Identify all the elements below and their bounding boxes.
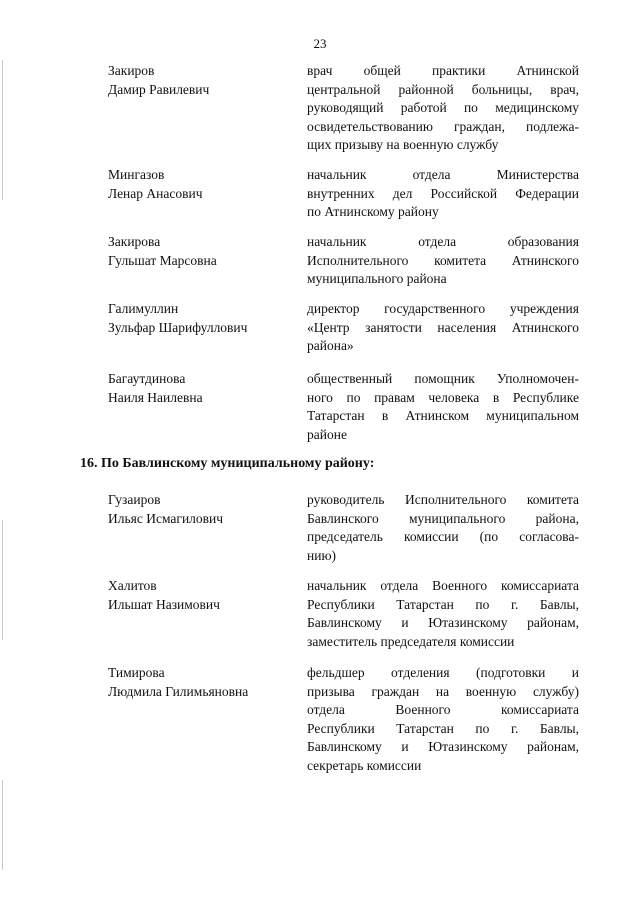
member-surname: Халитов <box>108 578 157 593</box>
member-given-name: Ильшат Назимович <box>108 596 220 612</box>
position-line: фельдшер отделения (подготовки и <box>307 665 579 680</box>
member-name <box>108 664 298 701</box>
member-position <box>307 577 579 651</box>
position-line: Бавлинскому и Ютазинскому районам, <box>307 739 579 754</box>
position-line: «Центр занятости населения Атнинского <box>307 319 579 335</box>
scan-edge-mark <box>2 60 3 200</box>
position-line: районе <box>307 426 347 442</box>
member-position <box>307 233 579 289</box>
member-name <box>108 62 298 99</box>
position-line: центральной районной больницы, врач, <box>307 81 579 97</box>
member-given-name: Наиля Наилевна <box>108 389 203 405</box>
member-given-name: Зульфар Шарифуллович <box>108 319 248 335</box>
position-line: призыва граждан на военную службу) <box>307 683 579 699</box>
position-line: секретарь комиссии <box>307 757 422 773</box>
scan-edge-mark <box>2 520 3 640</box>
position-line: Татарстан в Атнинском муниципальном <box>307 408 579 423</box>
position-line: председатель комиссии (по согласова- <box>307 529 579 544</box>
member-given-name: Людмила Гилимьяновна <box>108 683 249 699</box>
position-line: нию) <box>307 547 337 563</box>
position-line: Республики Татарстан по г. Бавлы, <box>307 720 579 736</box>
member-surname: Тимирова <box>108 665 165 680</box>
member-name <box>108 491 298 528</box>
position-line: заместитель председателя комиссии <box>307 633 515 649</box>
position-line: Исполнительного комитета Атнинского <box>307 252 579 268</box>
position-line: начальник отдела образования <box>307 234 579 249</box>
position-line: по Атнинскому району <box>307 204 439 219</box>
member-given-name: Дамир Равилевич <box>108 81 210 97</box>
member-position <box>307 166 579 222</box>
member-position <box>307 62 579 155</box>
position-line: начальник отдела Военного комиссариата <box>307 578 579 593</box>
position-line: освидетельствованию граждан, подлежа- <box>307 118 579 134</box>
member-position <box>307 491 579 565</box>
position-line: щих призыву на военную службу <box>307 137 499 152</box>
position-line: врач общей практики Атнинской <box>307 63 579 78</box>
member-surname: Мингазов <box>108 167 165 182</box>
page-number: 23 <box>313 36 327 51</box>
position-line: муниципального района <box>307 271 447 286</box>
member-name <box>108 166 298 203</box>
member-position <box>307 300 579 356</box>
scan-edge-mark <box>2 780 3 870</box>
position-line: отдела Военного комиссариата <box>307 702 579 717</box>
member-surname: Закиров <box>108 63 155 78</box>
position-line: Бавлинского муниципального района, <box>307 510 579 526</box>
member-surname: Галимуллин <box>108 301 179 316</box>
member-surname: Багаутдинова <box>108 371 186 386</box>
member-name <box>108 577 298 614</box>
member-given-name: Ленар Анасович <box>108 185 203 201</box>
position-line: Республики Татарстан по г. Бавлы, <box>307 596 579 612</box>
member-name <box>108 300 298 337</box>
member-surname: Закирова <box>108 234 161 249</box>
member-given-name: Ильяс Исмагилович <box>108 510 224 526</box>
position-line: внутренних дел Российской Федерации <box>307 185 579 201</box>
member-position <box>307 664 579 775</box>
position-line: района» <box>307 338 354 353</box>
position-line: общественный помощник Уполномочен- <box>307 371 579 386</box>
position-line: руководитель Исполнительного комитета <box>307 492 579 507</box>
member-given-name: Гульшат Марсовна <box>108 252 217 268</box>
member-position <box>307 370 579 444</box>
member-name <box>108 233 298 270</box>
position-line: директор государственного учреждения <box>307 301 579 316</box>
position-line: Бавлинскому и Ютазинскому районам, <box>307 615 579 630</box>
position-line: начальник отдела Министерства <box>307 167 579 182</box>
position-line: руководящий работой по медицинскому <box>307 100 579 115</box>
member-name <box>108 370 298 407</box>
section-heading: 16. По Бавлинскому муниципальному району: <box>80 456 375 471</box>
position-line: ного по правам человека в Республике <box>307 389 579 405</box>
member-surname: Гузаиров <box>108 492 161 507</box>
